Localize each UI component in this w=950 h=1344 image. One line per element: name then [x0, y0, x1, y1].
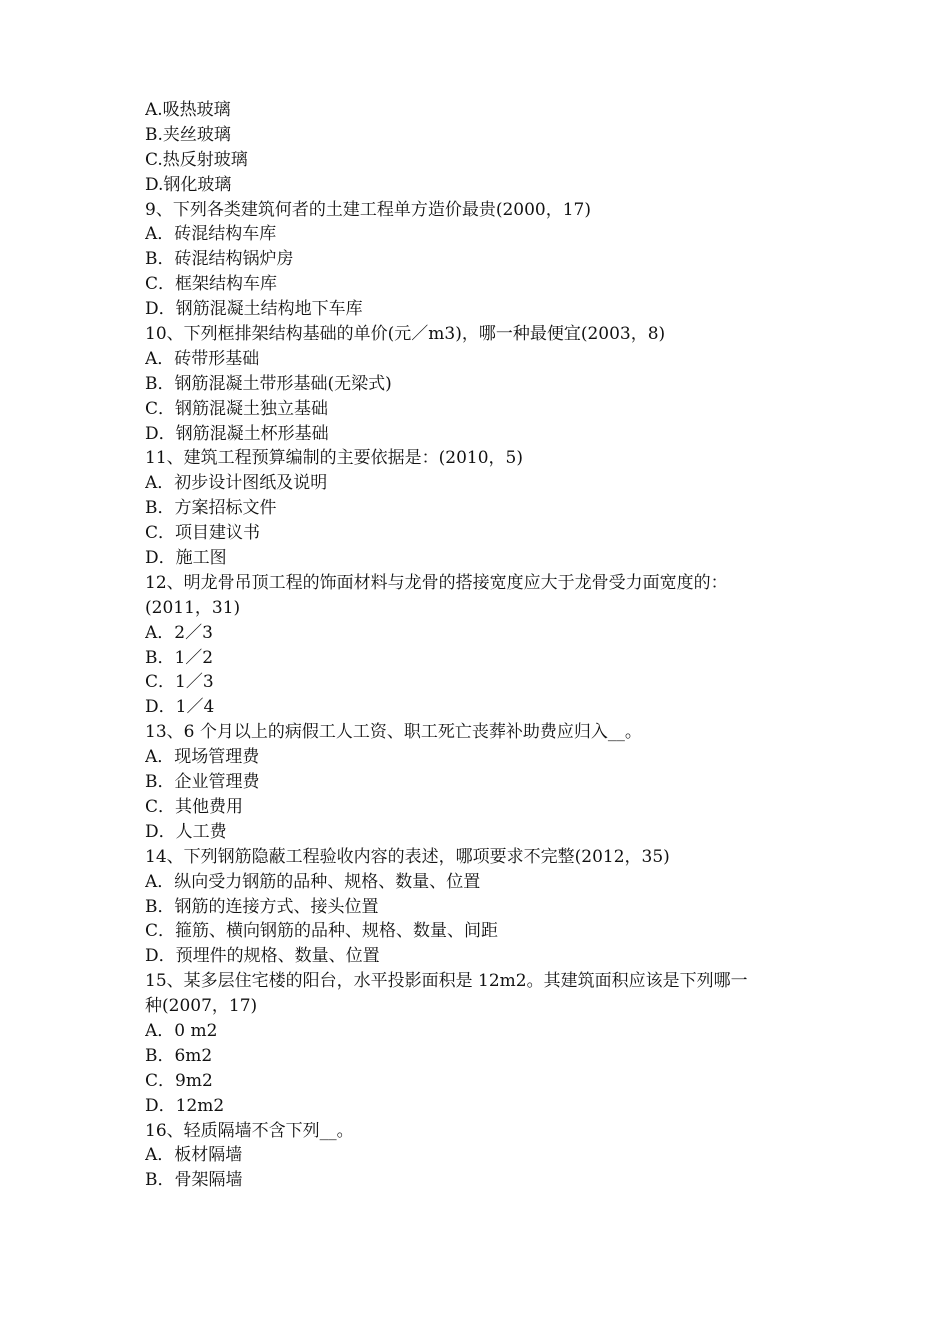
text-line: 15、某多层住宅楼的阳台，水平投影面积是 12m2。其建筑面积应该是下列哪一	[145, 971, 748, 992]
text-line: A．0 m2	[145, 1020, 218, 1041]
text-line: D．1／4	[145, 697, 215, 718]
text-line: B．企业管理费	[145, 772, 260, 793]
text-line: 16、轻质隔墙不含下列__。	[145, 1120, 354, 1141]
text-line: A．纵向受力钢筋的品种、规格、数量、位置	[145, 871, 481, 892]
text-line: B．6m2	[145, 1045, 213, 1066]
text-line: D．人工费	[145, 821, 227, 842]
text-line: B．砖混结构锅炉房	[145, 249, 294, 270]
text-line: B.夹丝玻璃	[145, 124, 231, 145]
text-line: A．2／3	[145, 622, 213, 643]
text-line: C．钢筋混凝土独立基础	[145, 398, 329, 419]
text-line: A．现场管理费	[145, 747, 260, 768]
text-line: B．钢筋的连接方式、接头位置	[145, 896, 379, 917]
text-line: B．钢筋混凝土带形基础(无梁式)	[145, 373, 392, 394]
text-line: C．项目建议书	[145, 523, 261, 544]
text-line: B．骨架隔墙	[145, 1170, 243, 1191]
text-line: D．钢筋混凝土杯形基础	[145, 423, 329, 444]
text-line: B．1／2	[145, 647, 214, 668]
text-line: D．预埋件的规格、数量、位置	[145, 946, 380, 967]
text-line: C.热反射玻璃	[145, 149, 248, 170]
text-line: 11、建筑工程预算编制的主要依据是：(2010，5)	[145, 448, 523, 469]
text-line: 12、明龙骨吊顶工程的饰面材料与龙骨的搭接宽度应大于龙骨受力面宽度的：	[145, 572, 728, 593]
text-line: D.钢化玻璃	[145, 174, 232, 195]
text-line: A．砖带形基础	[145, 348, 260, 369]
text-line: 10、下列框排架结构基础的单价(元／m3)，哪一种最便宜(2003，8)	[145, 324, 666, 345]
text-line: (2011，31)	[145, 597, 241, 618]
text-line: 种(2007，17)	[145, 996, 258, 1017]
document-body	[145, 98, 825, 1193]
text-line: A．砖混结构车库	[145, 224, 277, 245]
text-line: D．钢筋混凝土结构地下车库	[145, 299, 363, 320]
text-line: 9、下列各类建筑何者的土建工程单方造价最贵(2000，17)	[145, 199, 591, 220]
text-line: 13、6 个月以上的病假工人工资、职工死亡丧葬补助费应归入__。	[145, 722, 642, 743]
text-line: 14、下列钢筋隐蔽工程验收内容的表述，哪项要求不完整(2012，35)	[145, 846, 670, 867]
text-line: C．其他费用	[145, 796, 244, 817]
text-line: C．1／3	[145, 672, 214, 693]
text-line: C．框架结构车库	[145, 274, 278, 295]
text-line: D．施工图	[145, 548, 227, 569]
text-line: C．箍筋、横向钢筋的品种、规格、数量、间距	[145, 921, 499, 942]
text-line: D．12m2	[145, 1095, 225, 1116]
text-line: A．初步设计图纸及说明	[145, 473, 328, 494]
text-line: A．板材隔墙	[145, 1145, 243, 1166]
text-line: A.吸热玻璃	[145, 100, 231, 120]
text-line: B．方案招标文件	[145, 498, 277, 519]
text-line: C．9m2	[145, 1070, 213, 1091]
